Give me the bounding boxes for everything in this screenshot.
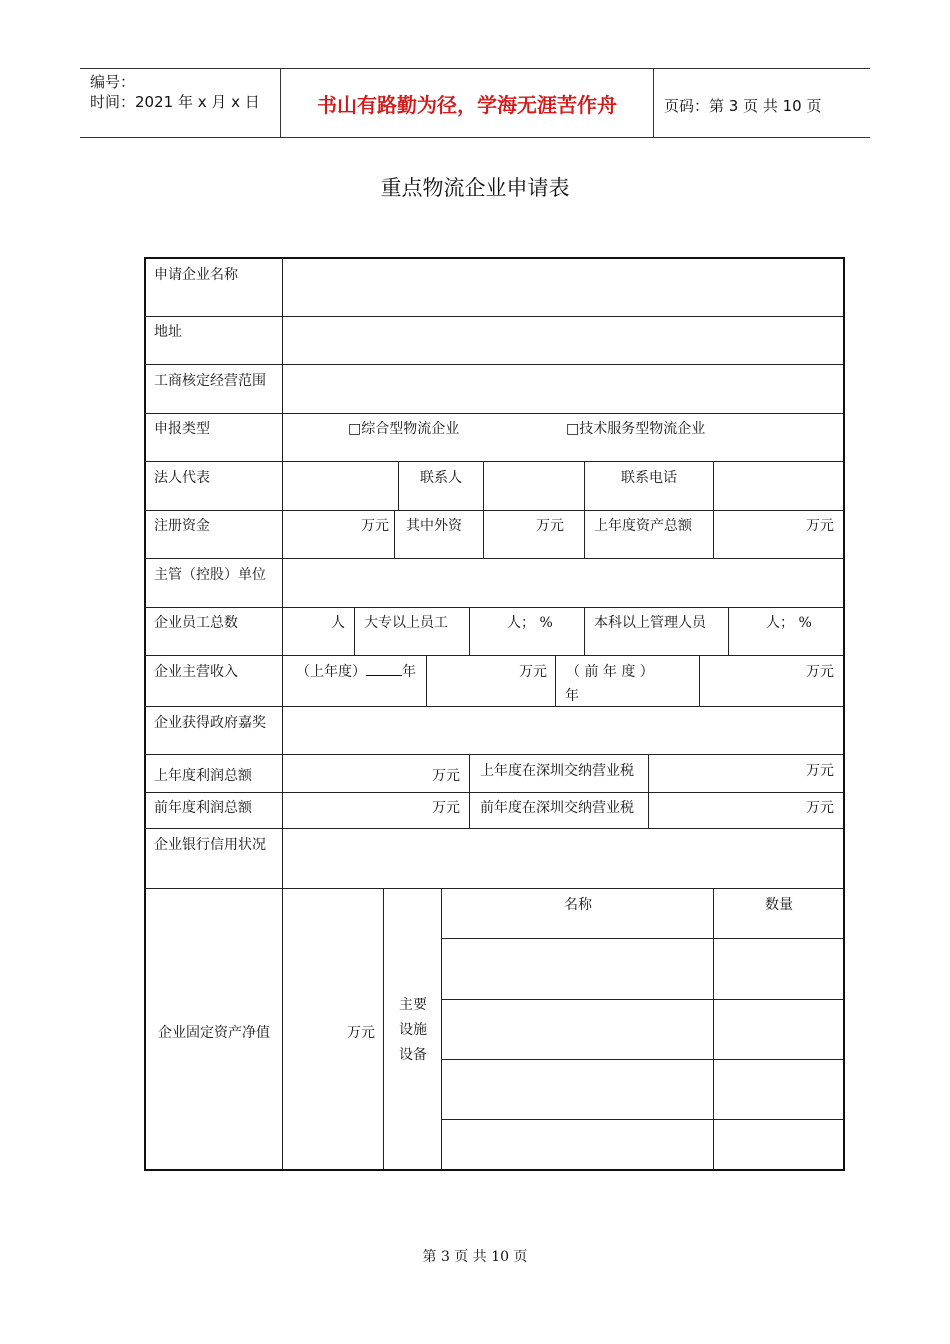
col-divider <box>441 888 442 1169</box>
label-total-staff: 企业员工总数 <box>154 615 238 631</box>
application-form <box>144 257 843 1169</box>
col-divider <box>728 607 729 655</box>
unit-ren-percent: 人； % <box>507 615 553 631</box>
label-last-year-assets: 上年度资产总额 <box>594 518 692 534</box>
checkbox-comprehensive[interactable]: □综合型物流企业 <box>348 421 460 437</box>
row-divider <box>441 1119 843 1120</box>
label-college-staff: 大专以上员工 <box>364 615 448 631</box>
column-header-qty: 数量 <box>765 897 793 913</box>
label-registered-capital: 注册资金 <box>154 518 210 534</box>
row-divider <box>144 461 843 462</box>
unit-wan: 万元 <box>519 664 547 680</box>
column-header-name: 名称 <box>564 897 592 913</box>
label-last-year-tax: 上年度在深圳交纳营业税 <box>480 763 634 779</box>
label-prev-year: （ 前 年 度 ） <box>566 664 654 680</box>
unit-wan: 万元 <box>361 518 389 534</box>
label-contact-phone: 联系电话 <box>621 470 677 486</box>
label-facilities-3: 设备 <box>399 1047 427 1063</box>
row-divider <box>144 558 843 559</box>
unit-nian: 年 <box>565 688 579 704</box>
unit-wan: 万元 <box>806 664 834 680</box>
time-label: 时间：2021 年 x 月 x 日 <box>90 93 260 111</box>
unit-ren: 人 <box>331 615 345 631</box>
unit-nian: 年 <box>402 664 416 680</box>
col-divider <box>584 461 585 558</box>
col-divider <box>469 607 470 655</box>
page-title: 重点物流企业申请表 <box>380 176 570 200</box>
row-divider <box>144 792 843 793</box>
row-divider <box>144 655 843 656</box>
col-divider <box>426 655 427 706</box>
row-divider <box>144 413 843 414</box>
label-apply-type: 申报类型 <box>154 421 210 437</box>
last-year-prefix: （上年度） <box>296 664 366 680</box>
row-divider <box>144 706 843 707</box>
label-bank-credit: 企业银行信用状况 <box>154 837 266 853</box>
unit-wan: 万元 <box>806 763 834 779</box>
row-divider <box>144 364 843 365</box>
unit-wan: 万元 <box>536 518 564 534</box>
label-legal-rep: 法人代表 <box>154 470 210 486</box>
col-divider <box>398 461 399 510</box>
header-meta-cell <box>80 69 281 137</box>
col-divider <box>555 655 556 706</box>
col-divider <box>699 655 700 706</box>
col-divider <box>469 754 470 828</box>
label-business-scope: 工商核定经营范围 <box>154 373 266 389</box>
row-divider <box>441 999 843 1000</box>
page-indicator: 页码：第 3 页 共 10 页 <box>664 97 822 115</box>
row-divider <box>144 754 843 755</box>
label-foreign-capital: 其中外资 <box>406 518 462 534</box>
label-facilities-1: 主要 <box>399 997 427 1013</box>
label-parent-unit: 主管（控股）单位 <box>154 567 266 583</box>
unit-wan: 万元 <box>806 800 834 816</box>
label-last-year-profit: 上年度利润总额 <box>154 768 252 784</box>
col-divider <box>483 461 484 558</box>
col-divider <box>584 607 585 655</box>
unit-wan: 万元 <box>806 518 834 534</box>
label-main-revenue: 企业主营收入 <box>154 664 238 680</box>
checkbox-tech-service[interactable]: □技术服务型物流企业 <box>566 421 706 437</box>
year-blank[interactable] <box>366 663 402 676</box>
motto: 书山有路勤为径，学海无涯苦作舟 <box>281 69 654 137</box>
label-address: 地址 <box>154 324 182 340</box>
col-divider <box>383 888 384 1169</box>
col-divider <box>713 461 714 558</box>
row-divider <box>144 607 843 608</box>
page-footer: 第 3 页 共 10 页 <box>422 1249 528 1265</box>
col-divider <box>713 888 714 1169</box>
label-column-divider <box>282 257 283 1169</box>
col-divider <box>648 754 649 828</box>
label-fixed-assets: 企业固定资产净值 <box>158 1025 270 1041</box>
label-facilities-2: 设施 <box>399 1022 427 1038</box>
row-divider <box>441 1059 843 1060</box>
row-divider <box>441 938 843 939</box>
label-contact-person: 联系人 <box>420 470 462 486</box>
unit-wan: 万元 <box>432 800 460 816</box>
page-header <box>80 68 870 138</box>
unit-ren-percent: 人； % <box>766 615 812 631</box>
col-divider <box>394 510 395 558</box>
label-prev-year-tax: 前年度在深圳交纳营业税 <box>480 800 634 816</box>
row-divider <box>144 828 843 829</box>
label-company-name: 申请企业名称 <box>154 267 238 283</box>
unit-wan: 万元 <box>432 768 460 784</box>
label-gov-awards: 企业获得政府嘉奖 <box>154 715 266 731</box>
col-divider <box>354 607 355 655</box>
row-divider <box>144 316 843 317</box>
last-year-input[interactable] <box>296 661 416 681</box>
label-bachelor-mgmt: 本科以上管理人员 <box>594 615 706 631</box>
label-prev-year-profit: 前年度利润总额 <box>154 800 252 816</box>
row-divider <box>144 888 843 889</box>
row-divider <box>144 510 843 511</box>
serial-label: 编号： <box>90 73 136 91</box>
unit-wan: 万元 <box>347 1025 375 1041</box>
